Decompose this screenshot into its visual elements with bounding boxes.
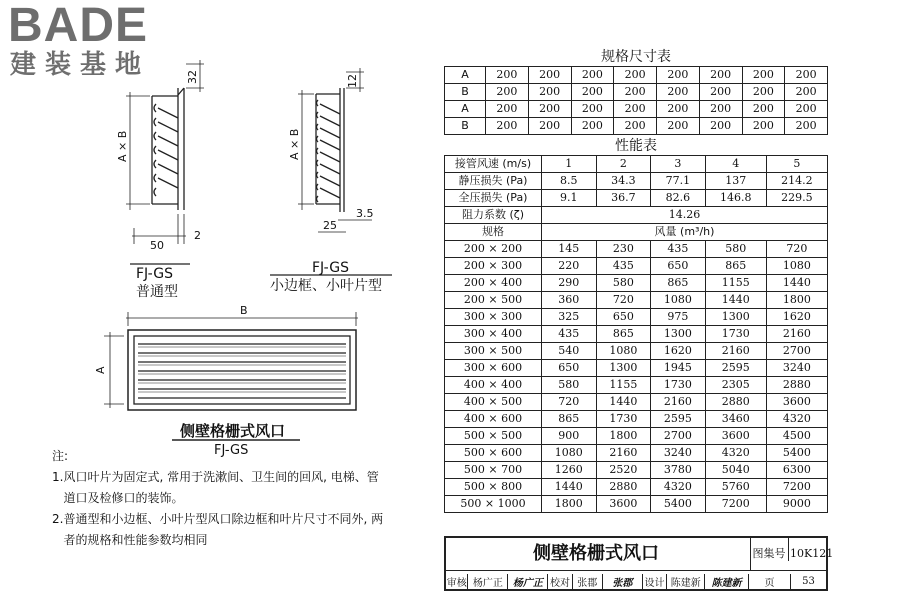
table-row: [445, 377, 828, 394]
table-cell: 1080: [542, 445, 597, 462]
table-cell: 200: [657, 101, 700, 118]
table-cell: 1440: [705, 292, 766, 309]
table-row: [445, 428, 828, 445]
table-cell: 1300: [651, 326, 706, 343]
table-row: [445, 411, 828, 428]
table-cell: 200: [486, 118, 529, 135]
table-cell: 200: [528, 118, 571, 135]
table-cell: 325: [542, 309, 597, 326]
title-block-title: 侧壁格栅式风口: [533, 543, 659, 564]
table-cell: 1080: [596, 343, 651, 360]
table-cell: 8.5: [542, 173, 597, 190]
table-cell: 2160: [705, 343, 766, 360]
table-cell: 2595: [705, 360, 766, 377]
table-cell: 2: [596, 156, 651, 173]
table-cell: 1730: [651, 377, 706, 394]
table-cell: 580: [542, 377, 597, 394]
spec-table-title: 规格尺寸表: [601, 49, 671, 65]
row-label: 500 × 700: [445, 462, 542, 479]
front-title: 侧壁格栅式风口: [180, 422, 286, 440]
table-cell: 1440: [766, 275, 827, 292]
table-cell: 1620: [766, 309, 827, 326]
checker-signature: 张郡: [603, 574, 643, 589]
perf-table: [444, 155, 828, 513]
table-cell: 200: [571, 84, 614, 101]
logo-text: BADE: [8, 0, 149, 52]
row-label: 300 × 500: [445, 343, 542, 360]
table-cell: 200: [699, 101, 742, 118]
row-label: 500 × 600: [445, 445, 542, 462]
table-cell: 1260: [542, 462, 597, 479]
table-cell: 4320: [705, 445, 766, 462]
table-cell: 975: [651, 309, 706, 326]
table-cell: 1440: [596, 394, 651, 411]
table-cell: 1: [542, 156, 597, 173]
table-row: [445, 173, 828, 190]
table-header-row: [445, 224, 828, 241]
table-cell: 200: [742, 118, 785, 135]
logo-subtitle: 建装基地: [10, 50, 151, 80]
table-cell: 580: [596, 275, 651, 292]
dim-12: 12: [346, 74, 359, 88]
table-row: [445, 275, 828, 292]
table-cell: 9.1: [542, 190, 597, 207]
table-row: [445, 292, 828, 309]
table-row: [445, 241, 828, 258]
designer-signature: 陈建新: [705, 574, 749, 589]
title-block-signatures: [446, 571, 826, 591]
table-row: [445, 326, 828, 343]
table-cell: 3600: [705, 428, 766, 445]
table-row: [445, 394, 828, 411]
dim-2: 2: [194, 229, 201, 242]
table-cell: 2700: [766, 343, 827, 360]
table-cell: 4320: [651, 479, 706, 496]
table-cell: 200: [699, 118, 742, 135]
note-line: 者的规格和性能参数均相同: [52, 533, 208, 547]
table-cell: 5760: [705, 479, 766, 496]
table-cell: 1155: [596, 377, 651, 394]
table-row: [445, 309, 828, 326]
table-cell: 865: [596, 326, 651, 343]
table-cell: 1080: [766, 258, 827, 275]
table-cell: 1730: [596, 411, 651, 428]
row-label: 200 × 400: [445, 275, 542, 292]
code-standard: FJ-GS: [136, 266, 173, 282]
table-cell: 146.8: [705, 190, 766, 207]
table-cell: 1800: [766, 292, 827, 309]
row-label: A: [445, 101, 486, 118]
dim-ab-standard: A × B: [116, 130, 129, 162]
row-label: 全压损失 (Pa): [445, 190, 542, 207]
atlas-label: 图集号: [750, 538, 789, 561]
table-cell: 2880: [596, 479, 651, 496]
row-label: 静压损失 (Pa): [445, 173, 542, 190]
table-cell: 2595: [651, 411, 706, 428]
table-cell: 200: [571, 101, 614, 118]
table-cell: 3240: [651, 445, 706, 462]
table-row: [445, 462, 828, 479]
atlas-number: 10K121: [790, 547, 834, 560]
review-label: 审核: [446, 574, 468, 589]
table-row: [445, 360, 828, 377]
row-label: 阻力系数 (ζ): [445, 207, 542, 224]
dim-a-front: A: [94, 366, 107, 374]
table-cell: 2160: [766, 326, 827, 343]
table-cell: 1300: [596, 360, 651, 377]
spec-table: [444, 66, 828, 135]
table-cell: 3460: [705, 411, 766, 428]
note-line: 2.普通型和小边框、小叶片型风口除边框和叶片尺寸不同外, 两: [52, 512, 384, 526]
page-number: 53: [802, 575, 815, 587]
row-label: 接管风速 (m/s): [445, 156, 542, 173]
table-cell: 1620: [651, 343, 706, 360]
table-cell: 200: [528, 84, 571, 101]
table-cell: 650: [596, 309, 651, 326]
table-cell: 2160: [651, 394, 706, 411]
table-cell: 5400: [766, 445, 827, 462]
table-cell: 200: [486, 67, 529, 84]
table-cell: 5: [766, 156, 827, 173]
dim-3-5: 3.5: [356, 207, 374, 220]
table-row: [445, 445, 828, 462]
table-cell: 5400: [651, 496, 706, 513]
design-label: 设计: [643, 574, 667, 589]
table-row: [445, 343, 828, 360]
table-cell: 2305: [705, 377, 766, 394]
table-cell: 360: [542, 292, 597, 309]
table-cell: 214.2: [766, 173, 827, 190]
table-cell: 650: [651, 258, 706, 275]
table-cell: 1155: [705, 275, 766, 292]
reviewer-name: 杨广正: [468, 574, 508, 589]
table-cell: 200: [699, 67, 742, 84]
table-cell: 435: [651, 241, 706, 258]
table-cell: 290: [542, 275, 597, 292]
caption-small: 小边框、小叶片型: [270, 278, 382, 294]
table-cell: 4320: [766, 411, 827, 428]
row-label: B: [445, 84, 486, 101]
table-cell: 1800: [542, 496, 597, 513]
row-label: 500 × 800: [445, 479, 542, 496]
table-cell: 720: [542, 394, 597, 411]
table-row: [445, 118, 828, 135]
title-block: [444, 536, 834, 591]
table-cell: 4: [705, 156, 766, 173]
row-label: 300 × 600: [445, 360, 542, 377]
table-cell: 3780: [651, 462, 706, 479]
table-cell: 200: [699, 84, 742, 101]
table-row: [445, 67, 828, 84]
dim-50: 50: [150, 239, 164, 252]
code-small: FJ-GS: [312, 260, 349, 276]
dim-b-front: B: [240, 304, 248, 317]
table-cell: 540: [542, 343, 597, 360]
table-cell: 200: [528, 101, 571, 118]
table-row: [445, 496, 828, 513]
table-row: [445, 479, 828, 496]
table-cell: 7200: [705, 496, 766, 513]
table-cell: 9000: [766, 496, 827, 513]
table-row: [445, 156, 828, 173]
row-label: A: [445, 67, 486, 84]
table-cell: 720: [766, 241, 827, 258]
table-row: [445, 84, 828, 101]
table-cell: 200: [785, 67, 828, 84]
front-view-drawing: [104, 312, 358, 440]
column-header: 规格: [445, 224, 542, 241]
table-row: [445, 190, 828, 207]
table-cell: 865: [542, 411, 597, 428]
table-row: [445, 258, 828, 275]
row-label: B: [445, 118, 486, 135]
section-drawing-standard: [126, 60, 204, 264]
table-cell: 200: [571, 118, 614, 135]
table-cell: 900: [542, 428, 597, 445]
row-label: 200 × 500: [445, 292, 542, 309]
table-cell: 650: [542, 360, 597, 377]
table-cell: 200: [614, 67, 657, 84]
check-label: 校对: [548, 574, 572, 589]
table-cell: 5040: [705, 462, 766, 479]
row-label: 500 × 500: [445, 428, 542, 445]
table-cell: 435: [596, 258, 651, 275]
table-cell: 200: [785, 101, 828, 118]
note-line: 道口及检修口的装饰。: [52, 491, 184, 505]
dim-ab-small: A × B: [288, 128, 301, 160]
table-cell: 1080: [651, 292, 706, 309]
table-cell: 200: [657, 84, 700, 101]
section-drawing-small: [270, 68, 392, 275]
table-cell: 220: [542, 258, 597, 275]
table-cell: 2700: [651, 428, 706, 445]
table-cell: 200: [742, 101, 785, 118]
table-cell: 36.7: [596, 190, 651, 207]
table-cell: 14.26: [542, 207, 828, 224]
table-cell: 1440: [542, 479, 597, 496]
table-cell: 200: [785, 118, 828, 135]
table-cell: 137: [705, 173, 766, 190]
row-label: 400 × 400: [445, 377, 542, 394]
table-cell: 200: [742, 67, 785, 84]
table-cell: 2880: [705, 394, 766, 411]
table-cell: 200: [614, 101, 657, 118]
row-label: 400 × 600: [445, 411, 542, 428]
dim-25: 25: [323, 219, 337, 232]
table-cell: 1945: [651, 360, 706, 377]
table-cell: 2880: [766, 377, 827, 394]
table-cell: 720: [596, 292, 651, 309]
table-cell: 4500: [766, 428, 827, 445]
table-cell: 77.1: [651, 173, 706, 190]
table-row: [445, 207, 828, 224]
table-cell: 200: [785, 84, 828, 101]
note-line: 1.风口叶片为固定式, 常用于洗漱间、卫生间的回风, 电梯、管: [52, 470, 379, 484]
table-cell: 200: [614, 84, 657, 101]
table-cell: 580: [705, 241, 766, 258]
notes: [52, 446, 442, 551]
table-cell: 865: [705, 258, 766, 275]
perf-table-title: 性能表: [615, 138, 657, 154]
table-cell: 229.5: [766, 190, 827, 207]
table-cell: 7200: [766, 479, 827, 496]
page-label: 页: [749, 574, 791, 589]
designer-name: 陈建新: [667, 574, 705, 589]
row-label: 400 × 500: [445, 394, 542, 411]
table-cell: 3600: [596, 496, 651, 513]
table-cell: 200: [528, 67, 571, 84]
table-cell: 435: [542, 326, 597, 343]
dim-32: 32: [186, 70, 199, 84]
table-cell: 200: [486, 101, 529, 118]
row-label: 200 × 300: [445, 258, 542, 275]
table-cell: 200: [742, 84, 785, 101]
table-cell: 3600: [766, 394, 827, 411]
table-cell: 200: [614, 118, 657, 135]
notes-heading: 注:: [52, 449, 69, 463]
table-cell: 6300: [766, 462, 827, 479]
table-cell: 3: [651, 156, 706, 173]
caption-standard: 普通型: [136, 284, 178, 300]
table-cell: 1730: [705, 326, 766, 343]
table-cell: 200: [657, 118, 700, 135]
table-cell: 2520: [596, 462, 651, 479]
table-cell: 1300: [705, 309, 766, 326]
table-cell: 865: [651, 275, 706, 292]
table-cell: 1800: [596, 428, 651, 445]
row-label: 300 × 300: [445, 309, 542, 326]
table-cell: 3240: [766, 360, 827, 377]
table-cell: 200: [657, 67, 700, 84]
table-cell: 2160: [596, 445, 651, 462]
table-cell: 145: [542, 241, 597, 258]
table-row: [445, 101, 828, 118]
front-code: FJ-GS: [214, 443, 249, 458]
row-label: 500 × 1000: [445, 496, 542, 513]
table-cell: 230: [596, 241, 651, 258]
table-cell: 34.3: [596, 173, 651, 190]
row-label: 200 × 200: [445, 241, 542, 258]
row-label: 300 × 400: [445, 326, 542, 343]
table-cell: 82.6: [651, 190, 706, 207]
table-cell: 200: [486, 84, 529, 101]
checker-name: 张郡: [573, 574, 603, 589]
table-cell: 200: [571, 67, 614, 84]
reviewer-signature: 杨广正: [508, 574, 548, 589]
column-header: 风量 (m³/h): [542, 224, 828, 241]
